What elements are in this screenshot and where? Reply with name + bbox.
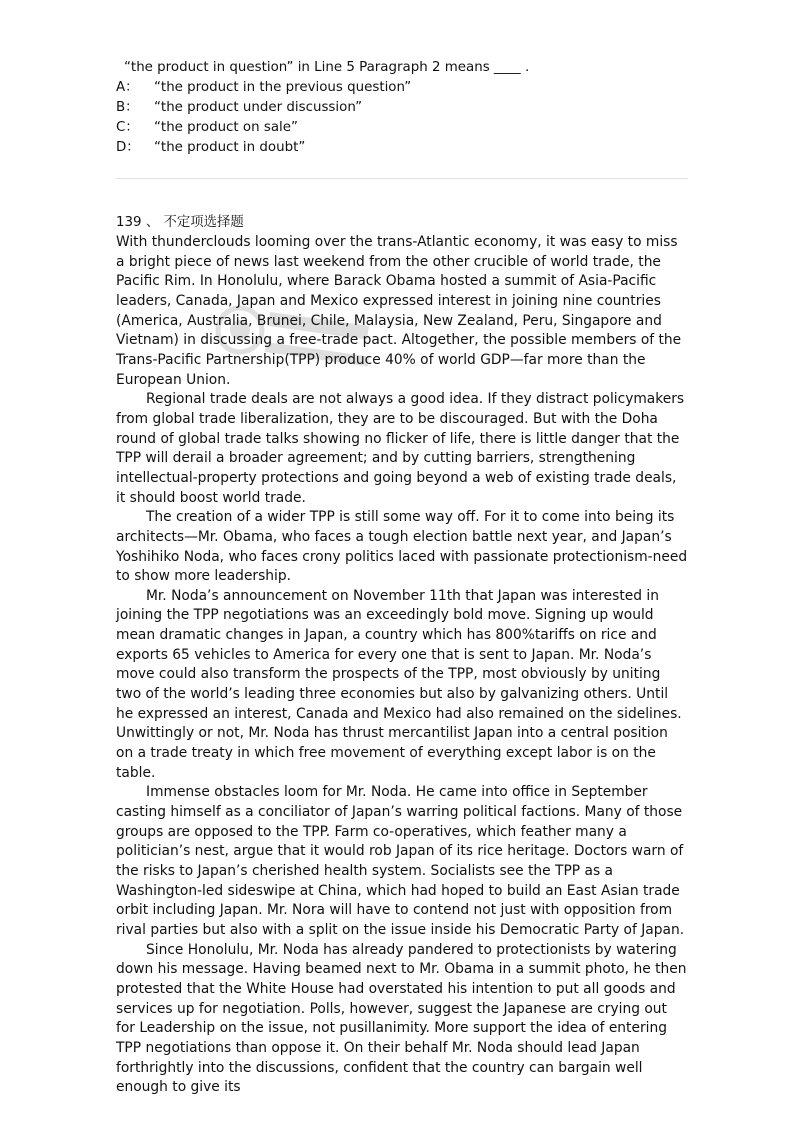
option-d [116, 138, 688, 158]
question-number: 139 [116, 215, 142, 230]
passage-paragraph-5: Immense obstacles loom for Mr. Noda. He came into office in September casting himself as a conciliator of Japan’s warring political factions. Many of those groups are opposed to the TPP. Farm co-operatives, which feather many a politician’s nest, argue that it would rob Japan of its rice heritage. Doctors warn of the risks to Japan’s cherished health system. Socialists see the TPP as a Washington-led sideswipe at China, which had hoped to build an East Asian trade orbit including Japan. Mr. Nora will have to contend not just with opposition from rival parties but also with a split on the issue inside his Democratic Party of Japan. [116, 784, 685, 938]
question-type: 不定项选择题 [163, 215, 244, 230]
passage-paragraph-4: Mr. Noda’s announcement on November 11th that Japan was interested in joining the TPP negotiations was an exceedingly bold move. Signing up would mean dramatic changes in Japan, a country which has 800%tariffs on rice and exports 65 vehicles to America for every one that is sent to Japan. Mr. Noda’s move could also transform the prospects of the TPP, most obviously by uniting two of the world’s leading three economies but also by galvanizing others. Until he expressed an interest, Canada and Mexico had also remained on the sidelines. Unwittingly or not, Mr. Noda has thrust mercantilist Japan into a central position on a trade treaty in which free movement of everything except labor is on the table. [116, 587, 682, 781]
question-stem: “the product in question” in Line 5 Paragraph 2 means ____ . [124, 60, 530, 75]
passage-paragraph-1: With thunderclouds looming over the trans-Atlantic economy, it was easy to miss a bright piece of news last weekend from the other crucible of world trade, the Pacific Rim. In Honolulu, where Barack Obama hosted a summit of Asia-Pacific leaders, Canada, Japan and Mexico expressed interest in joining nine countries (America, Australia, Brunei, Chile, Malaysia, New Zealand, Peru, Singapore and Vietnam) in discussing a free-trade pact. Altogether, the possible members of the Trans-Pacific Partnership(TPP) produce 40% of world GDP—far more than the European Union. [116, 234, 682, 388]
option-key: B： [116, 100, 139, 115]
previous-question [116, 58, 688, 158]
option-a [116, 78, 688, 98]
passage-paragraph-3: The creation of a wider TPP is still some way off. For it to come into being its architects—Mr. Obama, who faces a tough election battle next year, and Japan’s Yoshihiko Noda, who faces crony politics laced with passionate protectionism-need to show more leadership. [116, 509, 688, 585]
section-divider [116, 178, 688, 179]
option-c [116, 118, 688, 138]
passage-paragraph-6: Since Honolulu, Mr. Noda has already pandered to protectionists by watering down his message. Having beamed next to Mr. Obama in a summit photo, he then protested that the White House had overstated his intention to put all goods and services up for negotiation. Polls, however, suggest the Japanese are crying out for Leadership on the issue, not pusillanimity. More support the idea of entering TPP negotiations than oppose it. On their behalf Mr. Noda should lead Japan forthrightly into the discussions, confident that the country can bargain well enough to give its [116, 941, 687, 1096]
reading-passage [116, 233, 688, 1098]
option-text: “the product in doubt” [154, 140, 306, 155]
option-text: “the product on sale” [154, 120, 298, 135]
option-text: “the product under discussion” [154, 100, 363, 115]
option-key: A： [116, 80, 139, 95]
passage-paragraph-2: Regional trade deals are not always a good idea. If they distract policymakers from global trade liberalization, they are to be discouraged. But with the Doha round of global trade talks showing no flicker of life, there is little danger that the TPP will derail a broader agreement; and by cutting barriers, strengthening intellectual-property protections and going beyond a web of existing trade deals, it should boost world trade. [116, 391, 685, 506]
option-text: “the product in the previous question” [154, 80, 412, 95]
option-key: C： [116, 120, 139, 135]
option-b [116, 98, 688, 118]
document-page [116, 58, 688, 1098]
question-separator: 、 [145, 215, 160, 230]
option-key: D： [116, 140, 140, 155]
question-header [116, 213, 688, 233]
